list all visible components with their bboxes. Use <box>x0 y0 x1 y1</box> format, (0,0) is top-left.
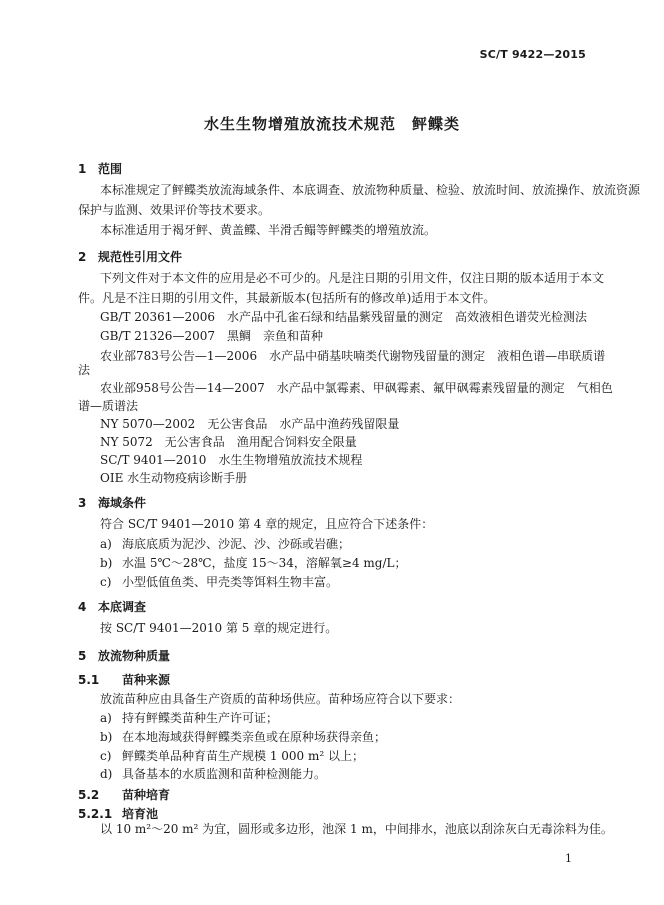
section-number: 5.2 <box>78 788 100 802</box>
section-heading-5-2-1 <box>78 805 158 822</box>
list-marker: a) <box>100 711 112 725</box>
list-item <box>100 766 610 782</box>
paragraph-line: 按 SC/T 9401—2010 第 5 章的规定进行。 <box>100 621 338 635</box>
reference-item: 农业部783号公告—1—2006 水产品中硝基呋喃类代谢物残留量的测定 液相色谱—串联质谱 <box>100 349 606 363</box>
section-title: 海域条件 <box>98 496 147 510</box>
standard-code: SC/T 9422—2015 <box>479 48 586 61</box>
paragraph-line: 件。凡是不注日期的引用文件，其最新版本(包括所有的修改单)适用于本文件。 <box>78 291 496 305</box>
list-text: 具备基本的水质监测和苗种检测能力。 <box>122 767 327 781</box>
paragraph-line: 保护与监测、效果评价等技术要求。 <box>78 203 271 217</box>
paragraph-line: 本标准规定了鲆鲽类放流海域条件、本底调查、放流物种质量、检验、放流时间、放流操作、放流资源 <box>100 183 641 197</box>
list-marker: a) <box>100 537 112 551</box>
section-title: 苗种来源 <box>122 673 171 687</box>
section-number: 2 <box>78 250 87 264</box>
list-text: 海底底质为泥沙、沙泥、沙、沙砾或岩礁； <box>122 537 351 551</box>
reference-item-cont: 法 <box>78 363 91 377</box>
reference-item: NY 5072 无公害食品 渔用配合饲料安全限量 <box>100 435 357 449</box>
section-heading-5-1 <box>78 671 170 688</box>
section-heading-5 <box>78 647 170 664</box>
list-text: 水温 5℃～28℃，盐度 15～34，溶解氧≥4 mg/L； <box>122 556 407 570</box>
section-heading-1 <box>78 160 122 177</box>
section-number: 5.2.1 <box>78 807 113 821</box>
list-item <box>100 574 610 590</box>
paragraph-line: 放流苗种应由具备生产资质的苗种场供应。苗种场应符合以下要求： <box>100 692 461 706</box>
list-item <box>100 536 610 552</box>
reference-item: GB/T 21326—2007 黑鲷 亲鱼和苗种 <box>100 329 323 343</box>
reference-item: SC/T 9401—2010 水生生物增殖放流技术规程 <box>100 453 363 467</box>
section-heading-5-2 <box>78 786 170 803</box>
reference-item: GB/T 20361—2006 水产品中孔雀石绿和结晶紫残留量的测定 高效液相色谱荧光检测法 <box>100 310 587 324</box>
section-number: 5.1 <box>78 673 100 687</box>
list-item <box>100 748 610 764</box>
section-title: 苗种培育 <box>122 788 171 802</box>
paragraph-line: 本标准适用于褐牙鲆、黄盖鲽、半滑舌鳎等鲆鲽类的增殖放流。 <box>100 223 437 237</box>
list-text: 持有鲆鲽类苗种生产许可证； <box>122 711 279 725</box>
list-item <box>100 710 610 726</box>
section-number: 5 <box>78 649 87 663</box>
list-marker: b) <box>100 730 113 744</box>
section-title: 放流物种质量 <box>98 649 171 663</box>
reference-item: OIE 水生动物疫病诊断手册 <box>100 471 248 485</box>
section-number: 1 <box>78 162 87 176</box>
section-title: 范围 <box>98 162 123 176</box>
reference-item: NY 5070—2002 无公害食品 水产品中渔药残留限量 <box>100 417 400 431</box>
section-title: 本底调查 <box>98 600 147 614</box>
paragraph-line: 符合 SC/T 9401—2010 第 4 章的规定，且应符合下述条件： <box>100 517 434 531</box>
list-text: 在本地海域获得鲆鲽类亲鱼或在原种场获得亲鱼； <box>122 730 387 744</box>
list-marker: b) <box>100 556 113 570</box>
paragraph-line: 以 10 m²～20 m² 为宜，圆形或多边形，池深 1 m，中间排水，池底以刮涂灰白无毒涂料为佳。 <box>100 822 613 836</box>
document-title: 水生生物增殖放流技术规范 鲆鲽类 <box>203 115 460 133</box>
paragraph-line: 下列文件对于本文件的应用是必不可少的。凡是注日期的引用文件，仅注日期的版本适用于本文 <box>100 271 605 285</box>
section-title: 培育池 <box>122 807 159 821</box>
list-text: 小型低值鱼类、甲壳类等饵料生物丰富。 <box>122 575 339 589</box>
section-heading-3 <box>78 494 146 511</box>
reference-item: 农业部958号公告—14—2007 水产品中氯霉素、甲砜霉素、氟甲砜霉素残留量的测定 气相色 <box>100 381 613 395</box>
section-number: 4 <box>78 600 87 614</box>
list-item <box>100 555 610 571</box>
list-marker: d) <box>100 767 113 781</box>
list-text: 鲆鲽类单品种育苗生产规模 1 000 m² 以上； <box>122 749 364 763</box>
page-number: 1 <box>565 852 572 865</box>
list-marker: c) <box>100 575 112 589</box>
reference-item-cont: 谱—质谱法 <box>78 399 139 413</box>
list-item <box>100 729 610 745</box>
section-heading-2 <box>78 248 182 265</box>
list-marker: c) <box>100 749 112 763</box>
section-number: 3 <box>78 496 87 510</box>
section-heading-4 <box>78 598 146 615</box>
section-title: 规范性引用文件 <box>98 250 183 264</box>
